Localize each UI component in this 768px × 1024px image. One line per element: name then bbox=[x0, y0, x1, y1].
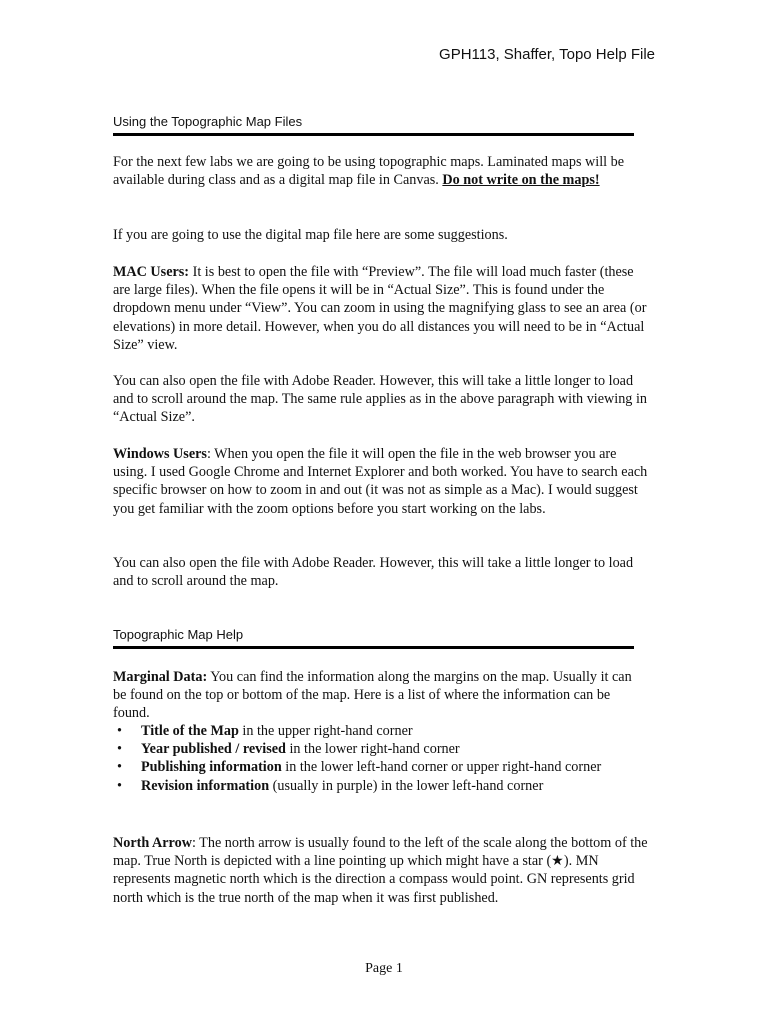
intro-text: For the next few labs we are going to be using topographic maps. Laminated maps will be available during class and as a digital map file in Canvas. bbox=[113, 154, 625, 189]
bullet-icon: • bbox=[117, 741, 122, 758]
list-item bbox=[113, 740, 648, 758]
section-rule bbox=[113, 646, 634, 649]
windows-users-text: : When you open the file it will open the file in the web browser you are using. I used Google Chrome and Internet Explorer and both worked. You have to search each specific browser on how to zoom in and out (it was not as simple as a Mac). I would suggest you get familiar with the zoom options before you start working on the labs. bbox=[113, 446, 648, 517]
north-arrow-paragraph bbox=[113, 834, 648, 907]
list-item bbox=[113, 758, 648, 776]
section-rule bbox=[113, 133, 634, 136]
list-item-bold: Title of the Map bbox=[141, 723, 239, 739]
list-item-bold: Publishing information bbox=[141, 759, 282, 776]
north-arrow-label: North Arrow bbox=[113, 835, 192, 851]
mac-users-text: It is best to open the file with “Preview”. The file will load much faster (these are large files). When the file opens it will be in “Actual Size”. This is found under the dropdown menu under “View”. You can zoom in using the magnifying glass to see an area (or elevations) in more detail. However, when you do all distances you will need to be in “Actual Size” view. bbox=[113, 264, 647, 353]
section-title: Using the Topographic Map Files bbox=[113, 114, 303, 129]
list-item-text: in the lower left-hand corner or upper right-hand corner bbox=[281, 759, 602, 776]
suggestions-paragraph: If you are going to use the digital map file here are some suggestions. bbox=[113, 227, 508, 243]
marginal-data-list bbox=[113, 722, 648, 795]
mac-adobe-paragraph: You can also open the file with Adobe Reader. However, this will take a little longer to load and to scroll around the map. The same rule applies as in the above paragraph with viewing in “Actual Size”. bbox=[113, 373, 647, 426]
list-item-bold: Year published / revised bbox=[141, 741, 286, 758]
page-number: Page 1 bbox=[365, 961, 403, 976]
section-title: Topographic Map Help bbox=[113, 627, 244, 642]
list-item-text: in the lower right-hand corner bbox=[285, 741, 460, 758]
list-item-bold: Revision information bbox=[141, 777, 270, 794]
marginal-data-label: Marginal Data: bbox=[113, 669, 208, 685]
windows-adobe-paragraph: You can also open the file with Adobe Reader. However, this will take a little longer to load and to scroll around the map. bbox=[113, 555, 634, 590]
windows-users-label: Windows Users bbox=[113, 446, 207, 462]
bullet-icon: • bbox=[117, 777, 122, 794]
mac-users-paragraph bbox=[113, 263, 648, 354]
section-heading-topo-help bbox=[113, 627, 634, 649]
bullet-icon: • bbox=[117, 723, 122, 739]
windows-users-paragraph bbox=[113, 445, 648, 518]
marginal-data-paragraph bbox=[113, 668, 648, 723]
list-item-text: (usually in purple) in the lower left-hand corner bbox=[269, 777, 544, 794]
section-heading-using-topo-files bbox=[113, 114, 634, 136]
list-item-text: in the upper right-hand corner bbox=[238, 723, 413, 739]
intro-warning: Do not write on the maps! bbox=[442, 172, 600, 189]
bullet-icon: • bbox=[117, 759, 122, 776]
list-item bbox=[113, 777, 648, 795]
north-arrow-text: : The north arrow is usually found to the left of the scale along the bottom of the map. True North is depicted with a line pointing up which might have a star (★). MN represents magnetic north which is the direction a compass would point. GN represents grid north which is the true north of the map when it was first published. bbox=[113, 835, 648, 906]
mac-users-label: MAC Users: bbox=[113, 264, 190, 280]
intro-paragraph bbox=[113, 153, 648, 189]
document-header: GPH113, Shaffer, Topo Help File bbox=[439, 46, 655, 63]
list-item bbox=[113, 722, 648, 740]
marginal-data-text: You can find the information along the margins on the map. Usually it can be found on the top or bottom of the map. Here is a list of where the information can be found. bbox=[113, 669, 632, 722]
